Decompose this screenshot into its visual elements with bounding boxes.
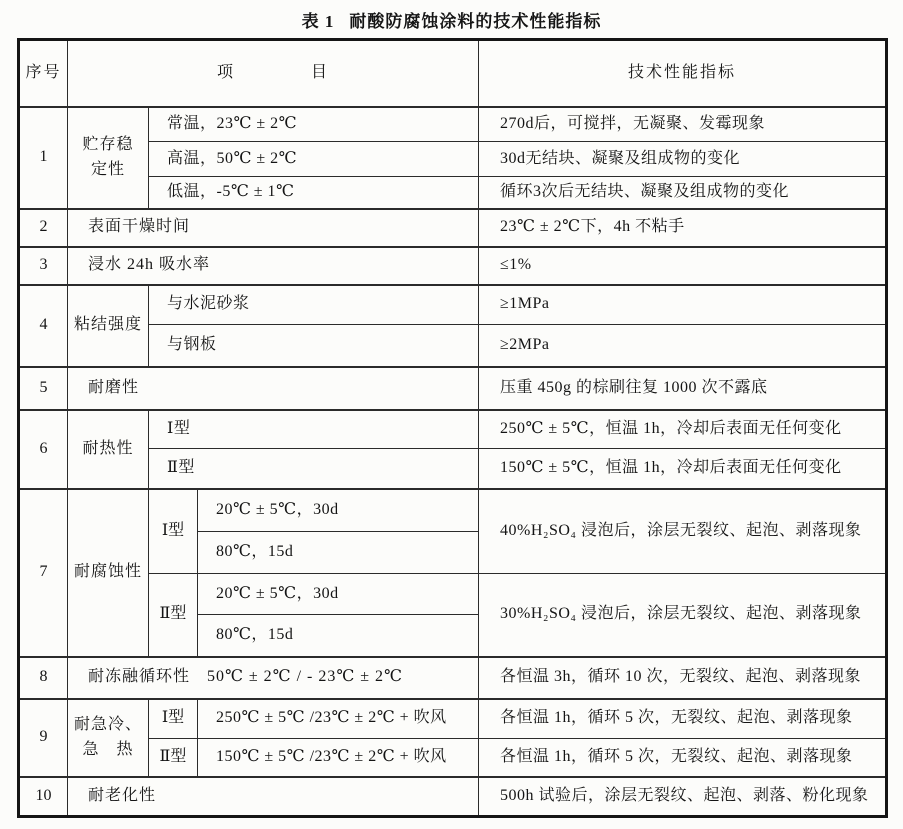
row9-type2-spec: 各恒温 1h，循环 5 次，无裂纹、起泡、剥落现象 [479, 739, 887, 777]
row7-type1-cond2: 80℃，15d [198, 532, 479, 574]
row-8 [19, 657, 887, 699]
row1-spec-low: 循环3次后无结块、凝聚及组成物的变化 [479, 177, 887, 209]
row10-spec: 500h 试验后，涂层无裂纹、起泡、剥落、粉化现象 [479, 777, 887, 817]
row-6b [19, 449, 887, 489]
row6-spec-type2: 150℃ ± 5℃，恒温 1h，冷却后表面无任何变化 [479, 449, 887, 489]
row-1a [19, 107, 887, 142]
row9-group-label [68, 699, 149, 777]
row2-serial: 2 [19, 209, 68, 247]
row5-serial: 5 [19, 367, 68, 410]
row-6a [19, 410, 887, 449]
row1-cond-normal: 常温，23℃ ± 2℃ [149, 107, 479, 142]
row4-cond-mortar: 与水泥砂浆 [149, 285, 479, 325]
row9-type2-cond: 150℃ ± 5℃ /23℃ ± 2℃ + 吹风 [198, 739, 479, 777]
row5-spec: 压重 450g 的棕刷往复 1000 次不露底 [479, 367, 887, 410]
row1-cond-high: 高温，50℃ ± 2℃ [149, 142, 479, 177]
row6-spec-type1: 250℃ ± 5℃，恒温 1h，冷却后表面无任何变化 [479, 410, 887, 449]
row7-type1-spec: 40%H₂SO₄ 浸泡后，涂层无裂纹、起泡、剥落现象 [479, 489, 887, 574]
row6-type1: Ⅰ型 [149, 410, 479, 449]
header-spec: 技术性能指标 [479, 40, 887, 107]
row-10 [19, 777, 887, 817]
spec-table [17, 38, 888, 818]
row7-type2-label: Ⅱ型 [149, 574, 198, 657]
row9-type1-label: Ⅰ型 [149, 699, 198, 739]
row5-item: 耐磨性 [68, 367, 479, 410]
row8-serial: 8 [19, 657, 68, 699]
row1-serial: 1 [19, 107, 68, 209]
row9-type1-spec: 各恒温 1h，循环 5 次，无裂纹、起泡、剥落现象 [479, 699, 887, 739]
header-item-char1: 项 [216, 63, 235, 81]
row-4b [19, 325, 887, 367]
row9-group-line2: 急 热 [82, 740, 134, 758]
row4-group-label: 粘结强度 [68, 285, 149, 367]
row1-spec-normal: 270d后，可搅拌，无凝聚、发霉现象 [479, 107, 887, 142]
row-1c [19, 177, 887, 209]
row7-type1-label: Ⅰ型 [149, 489, 198, 574]
row-9b [19, 739, 887, 777]
row2-spec: 23℃ ± 2℃下，4h 不粘手 [479, 209, 887, 247]
row7-type2-spec: 30%H₂SO₄ 浸泡后，涂层无裂纹、起泡、剥落现象 [479, 574, 887, 657]
row2-item: 表面干燥时间 [68, 209, 479, 247]
row3-item: 浸水 24h 吸水率 [68, 247, 479, 285]
row7-type2-cond1: 20℃ ± 5℃，30d [198, 574, 479, 615]
row1-group-label [68, 107, 149, 209]
row7-group-label: 耐腐蚀性 [68, 489, 149, 657]
row7-type1-cond1: 20℃ ± 5℃，30d [198, 489, 479, 532]
row1-group-line1: 贮存稳 [82, 135, 134, 153]
row8-item: 耐冻融循环性 50℃ ± 2℃ / - 23℃ ± 2℃ [68, 657, 479, 699]
row6-group-label: 耐热性 [68, 410, 149, 489]
row-2 [19, 209, 887, 247]
header-serial-no: 序号 [19, 40, 68, 107]
row-7a1 [19, 489, 887, 532]
table-title-number: 表 1 [301, 11, 335, 31]
row-9a [19, 699, 887, 739]
table-title-text: 耐酸防腐蚀涂料的技术性能指标 [349, 11, 602, 31]
row3-spec: ≤1% [479, 247, 887, 285]
row9-group-line1: 耐急冷、 [73, 715, 142, 733]
row8-spec: 各恒温 3h，循环 10 次，无裂纹、起泡、剥落现象 [479, 657, 887, 699]
row7-type2-cond2: 80℃，15d [198, 615, 479, 657]
row4-cond-steel: 与钢板 [149, 325, 479, 367]
table-title [0, 4, 903, 34]
row4-serial: 4 [19, 285, 68, 367]
row7-serial: 7 [19, 489, 68, 657]
row10-serial: 10 [19, 777, 68, 817]
row4-spec-mortar: ≥1MPa [479, 285, 887, 325]
row3-serial: 3 [19, 247, 68, 285]
header-item [68, 40, 479, 107]
header-item-char2: 目 [311, 63, 330, 81]
row9-type2-label: Ⅱ型 [149, 739, 198, 777]
row-4a [19, 285, 887, 325]
row6-type2: Ⅱ型 [149, 449, 479, 489]
row1-spec-high: 30d无结块、凝聚及组成物的变化 [479, 142, 887, 177]
row-3 [19, 247, 887, 285]
row6-serial: 6 [19, 410, 68, 489]
row9-serial: 9 [19, 699, 68, 777]
row10-item: 耐老化性 [68, 777, 479, 817]
row-1b [19, 142, 887, 177]
row-7b1 [19, 574, 887, 615]
row1-group-line2: 定性 [90, 160, 125, 178]
row4-spec-steel: ≥2MPa [479, 325, 887, 367]
row1-cond-low: 低温，-5℃ ± 1℃ [149, 177, 479, 209]
row-5 [19, 367, 887, 410]
header-row [19, 40, 887, 107]
row9-type1-cond: 250℃ ± 5℃ /23℃ ± 2℃ + 吹风 [198, 699, 479, 739]
